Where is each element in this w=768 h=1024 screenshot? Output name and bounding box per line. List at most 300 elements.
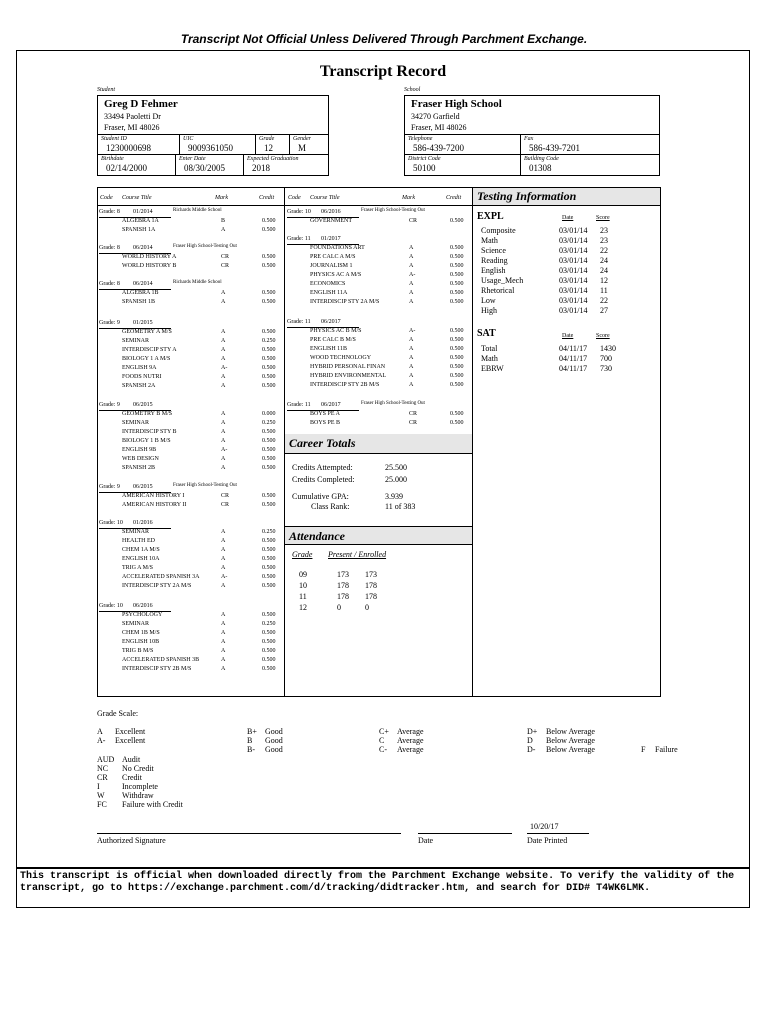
course-credit: 0.500 [262,639,276,645]
course-mark: A [221,565,226,571]
course-title: SPANISH 1A [122,227,156,233]
term-school: Fraser High School-Testing Out [361,208,425,213]
course-credit: 0.500 [450,337,464,343]
course-credit: 0.500 [262,299,276,305]
term-date: 06/2014 [133,281,153,287]
course-credit: 0.500 [450,355,464,361]
course-header: Course Title [310,195,340,201]
course-title: ALGEBRA 1B [122,290,159,296]
grade-desc: Excellent [115,727,146,736]
term-school: Fraser High School-Testing Out [173,483,237,488]
student-box [97,95,329,176]
test-date: 03/01/14 [559,286,588,295]
term-date: 01/2015 [133,320,153,326]
course-credit: 0.500 [450,299,464,305]
course-title: WORLD HISTORY A [122,254,177,260]
birthdate: 02/14/2000 [106,163,148,173]
attempted-value: 25.500 [385,463,407,472]
test-name: Rhetorical [481,286,515,295]
course-mark: A- [221,574,228,580]
attendance-enrolled: 173 [365,570,377,579]
attendance-title: Attendance [289,529,345,543]
course-mark: A- [221,365,228,371]
course-header: Course Title [122,195,152,201]
completed-label: Credits Completed: [292,475,355,484]
course-title: ENGLISH 10A [122,556,160,562]
gender-label: Gender [293,136,311,142]
course-mark: A [221,356,226,362]
exp-grad-label: Expected Graduation [247,156,299,162]
course-mark: CR [221,263,230,269]
course-mark: A [409,373,414,379]
attendance-enrolled: 0 [365,603,369,612]
course-credit: 0.500 [450,245,464,251]
term-date: 06/2017 [321,402,341,408]
course-title: BIOLOGY 1 A M/S [122,356,171,362]
grade-code: CR [97,773,108,782]
grade-code: C+ [379,727,389,736]
attendance-present: 0 [337,603,341,612]
grade-code: B+ [247,727,257,736]
course-title: PRE CALC A M/S [310,254,356,260]
course-title: AMERICAN HISTORY II [122,502,187,508]
course-mark: A [221,329,226,335]
course-mark: CR [409,218,418,224]
school-name: Fraser High School [411,98,502,110]
course-title: SEMINAR [122,338,150,344]
test-score: 24 [600,256,608,265]
grade-desc: Below Average [546,745,595,754]
fax: 586-439-7201 [529,143,580,153]
course-credit: 0.500 [262,648,276,654]
district-code: 50100 [413,163,436,173]
term-date: 01/2016 [133,520,153,526]
course-mark: A [221,227,226,233]
course-mark: A [221,420,226,426]
course-credit: 0.500 [262,254,276,260]
date-printed-line [527,833,589,834]
course-mark: A [221,290,226,296]
student-name: Greg D Fehmer [104,98,178,110]
mark-header: Mark [402,195,415,201]
attendance-present: 173 [337,570,349,579]
test-score: 12 [600,276,608,285]
test-name: Low [481,296,496,305]
test-date: 03/01/14 [559,266,588,275]
term-date: 06/2015 [133,402,153,408]
test-name: Science [481,246,506,255]
course-credit: 0.500 [262,630,276,636]
term-date: 06/2016 [321,209,341,215]
grade-code: NC [97,764,109,773]
rank-label: Class Rank: [311,502,350,511]
attendance-grade: 11 [299,592,307,601]
course-title: GEOMETRY A M/S [122,329,172,335]
grade-desc: Average [397,727,424,736]
course-title: CHEM 1B M/S [122,630,160,636]
auth-signature-label: Authorized Signature [97,836,166,845]
course-credit: 0.500 [262,565,276,571]
course-credit: 0.500 [262,347,276,353]
course-credit: 0.500 [450,411,464,417]
course-credit: 0.500 [450,328,464,334]
grade-code: D [527,736,533,745]
test-score: 24 [600,266,608,275]
term-grade: Grade: 11 [287,319,311,325]
term-date: 06/2016 [133,603,153,609]
course-credit: 0.500 [262,227,276,233]
course-title: BIOLOGY 1 B M/S [122,438,171,444]
term-grade: Grade: 11 [287,236,311,242]
fax-label: Fax [524,136,534,142]
term-grade: Grade: 9 [99,402,120,408]
course-title: WORLD HISTORY B [122,263,177,269]
uic-label: UIC [183,136,194,142]
course-title: GOVERNMENT [310,218,352,224]
course-title: INTERDISCIP STY A [122,347,177,353]
test-score: 11 [600,286,608,295]
course-title: AMERICAN HISTORY I [122,493,185,499]
course-credit: 0.500 [262,538,276,544]
attendance-enrolled: 178 [365,592,377,601]
course-credit: 0.500 [262,612,276,618]
grade-desc: Withdraw [122,791,154,800]
grade-code: C [379,736,385,745]
term-date: 06/2017 [321,319,341,325]
test-date: 04/11/17 [559,344,588,353]
test-score: 27 [600,306,608,315]
attendance-grade: 09 [299,570,307,579]
official-banner: Transcript Not Official Unless Delivered Through Parchment Exchange. [180,32,588,46]
test-name: Total [481,344,498,353]
term-school: Fraser High School-Testing Out [173,244,237,249]
test-name: Composite [481,226,516,235]
grade-desc: Excellent [115,736,146,745]
course-mark: A [409,281,414,287]
grade-desc: Average [397,736,424,745]
course-mark: A [409,355,414,361]
course-credit: 0.250 [262,420,276,426]
course-title: ALGEBRA 1A [122,218,159,224]
grade-desc: Credit [122,773,142,782]
test-date: 03/01/14 [559,276,588,285]
course-title: SEMINAR [122,420,150,426]
term-grade: Grade: 10 [99,520,123,526]
course-title: HYBRID ENVIRONMENTAL [310,373,387,379]
uic: 9009361050 [188,143,233,153]
page-title: Transcript Record [319,63,447,80]
school-label: School [404,87,421,93]
course-mark: A [221,465,226,471]
term-grade: Grade: 8 [99,281,120,287]
term-school: Fraser High School-Testing Out [361,401,425,406]
term-grade: Grade: 9 [99,484,120,490]
test-name: English [481,266,506,275]
course-credit: 0.500 [450,272,464,278]
attendance-grade-header: Grade [292,550,313,559]
grade-value: 12 [264,143,273,153]
course-mark: A [221,338,226,344]
grade-scale-title: Grade Scale: [97,709,139,718]
expl-score-header: Score [596,215,610,221]
exp-grad: 2018 [252,163,270,173]
course-credit: 0.500 [450,346,464,352]
term-grade: Grade: 8 [99,245,120,251]
course-mark: A- [221,447,228,453]
district-label: District Code [408,156,441,162]
term-grade: Grade: 10 [287,209,311,215]
course-credit: 0.500 [450,420,464,426]
course-mark: A [221,529,226,535]
course-credit: 0.500 [262,218,276,224]
course-mark: A [221,648,226,654]
test-score: 23 [600,226,608,235]
course-title: SPANISH 2B [122,465,155,471]
attendance-pe-header: Present / Enrolled [328,550,387,559]
course-mark: A [221,456,226,462]
course-mark: A [221,621,226,627]
testing-title: Testing Information [477,189,577,203]
course-credit: 0.500 [450,290,464,296]
sat-score-header: Score [596,333,610,339]
term-school: Richards Middle School [173,208,222,213]
test-name: High [481,306,497,315]
test-score: 730 [600,364,612,373]
course-title: INTERDISCIP STY 2B M/S [310,382,380,388]
course-title: SEMINAR [122,621,150,627]
course-mark: A [409,245,414,251]
grade-desc: Audit [122,755,141,764]
test-date: 03/01/14 [559,296,588,305]
grade-desc: Failure [655,745,678,754]
test-date: 04/11/17 [559,364,588,373]
attendance-enrolled: 178 [365,581,377,590]
gpa-value: 3.939 [385,492,403,501]
course-title: CHEM 1A M/S [122,547,160,553]
term-grade: Grade: 11 [287,402,311,408]
course-credit: 0.000 [262,411,276,417]
sat-title: SAT [477,328,496,339]
grade-code: B- [247,745,255,754]
course-credit: 0.500 [262,290,276,296]
term-grade: Grade: 9 [99,320,120,326]
course-mark: A- [409,328,416,334]
telephone-label: Telephone [408,136,433,142]
course-title: HYBRID PERSONAL FINAN [310,364,386,370]
course-credit: 0.500 [262,365,276,371]
course-title: SEMINAR [122,529,150,535]
grade-desc: Good [265,727,283,736]
attendance-present: 178 [337,592,349,601]
course-mark: A [409,364,414,370]
course-title: ENGLISH 11A [310,290,348,296]
course-credit: 0.500 [450,382,464,388]
expl-title: EXPL [477,211,504,222]
course-title: INTERDISCIP STY 2A M/S [122,583,192,589]
course-credit: 0.500 [262,502,276,508]
course-mark: A [221,556,226,562]
test-score: 22 [600,246,608,255]
term-date: 06/2014 [133,245,153,251]
code-header: Code [100,195,113,201]
verification-footer: This transcript is official when downloaded directly from the Parchment Exchange website. To verify the validity of the transcript, go to https://exchange.parchment.com/d/tracking/didtracker.htm, and search for DID# T4WK6LMK. [16,868,750,908]
course-credit: 0.500 [262,493,276,499]
course-mark: CR [221,502,230,508]
test-name: Math [481,354,498,363]
test-score: 23 [600,236,608,245]
course-title: ENGLISH 9B [122,447,157,453]
course-title: JOURNALISM 1 [310,263,353,269]
grade-label: Grade [259,136,275,142]
course-title: ENGLISH 9A [122,365,157,371]
course-credit: 0.500 [262,263,276,269]
course-mark: A [221,347,226,353]
course-mark: A [409,382,414,388]
grade-desc: No Credit [122,764,154,773]
course-title: INTERDISCIP STY B [122,429,177,435]
course-credit: 0.500 [262,456,276,462]
date-printed-label: Date Printed [527,836,568,845]
course-mark: A [221,639,226,645]
school-box [404,95,660,176]
course-mark: CR [409,420,418,426]
course-title: ENGLISH 10B [122,639,160,645]
course-mark: A [409,263,414,269]
student-address2: Fraser, MI 48026 [104,123,160,132]
test-date: 03/01/14 [559,236,588,245]
course-credit: 0.500 [450,254,464,260]
grade-code: FC [97,800,107,809]
grade-desc: Below Average [546,727,595,736]
grade-code: C- [379,745,387,754]
course-credit: 0.500 [450,263,464,269]
course-title: INTERDISCIP STY 2B M/S [122,666,192,672]
attendance-present: 178 [337,581,349,590]
student-label: Student [97,87,115,93]
test-date: 03/01/14 [559,246,588,255]
grade-desc: Good [265,736,283,745]
course-title: PHYSICS AC B M/S [310,328,362,334]
grade-code: AUD [97,755,115,764]
course-title: WOOD TECHNOLOGY [310,355,372,361]
course-credit: 0.250 [262,338,276,344]
course-title: BOYS PE A [310,411,341,417]
test-name: EBRW [481,364,504,373]
course-mark: A- [409,272,416,278]
school-address2: Fraser, MI 48026 [411,123,467,132]
term-grade: Grade: 10 [99,603,123,609]
enter-date: 08/30/2005 [184,163,226,173]
grade-desc: Failure with Credit [122,800,183,809]
building-code: 01308 [529,163,552,173]
grade-code: A [97,727,103,736]
course-mark: A [221,383,226,389]
course-credit: 0.500 [262,329,276,335]
rank-value: 11 of 383 [385,502,416,511]
term-date: 06/2015 [133,484,153,490]
course-credit: 0.500 [262,657,276,663]
test-name: Math [481,236,498,245]
birthdate-label: Birthdate [101,156,124,162]
course-mark: A [221,429,226,435]
date-printed-value: 10/20/17 [530,822,559,831]
grade-desc: Below Average [546,736,595,745]
course-credit: 0.500 [450,281,464,287]
term-grade: Grade: 8 [99,209,120,215]
course-title: PSYCHOLOGY [122,612,163,618]
course-title: SPANISH 1B [122,299,155,305]
course-mark: A [221,538,226,544]
course-credit: 0.500 [262,447,276,453]
test-date: 03/01/14 [559,256,588,265]
course-mark: A [409,337,414,343]
column-divider [472,187,473,697]
course-credit: 0.500 [262,666,276,672]
course-credit: 0.500 [262,383,276,389]
course-mark: CR [221,254,230,260]
grade-desc: Good [265,745,283,754]
code-header: Code [288,195,301,201]
course-mark: CR [221,493,230,499]
course-mark: A [221,666,226,672]
course-credit: 0.250 [262,529,276,535]
grade-code: W [97,791,105,800]
grade-code: B [247,736,253,745]
grade-desc: Average [397,745,424,754]
course-mark: A [221,547,226,553]
course-title: ACCELERATED SPANISH 3B [122,657,200,663]
course-mark: A [221,657,226,663]
course-title: ECONOMICS [310,281,346,287]
course-title: FOUNDATIONS ART [310,245,365,251]
course-title: TRIG A M/S [122,565,154,571]
grade-desc: Incomplete [122,782,158,791]
course-mark: A [221,438,226,444]
course-mark: A [221,374,226,380]
gpa-label: Cumulative GPA: [292,492,349,501]
course-credit: 0.500 [262,574,276,580]
course-mark: A [409,254,414,260]
attempted-label: Credits Attempted: [292,463,353,472]
grade-code: F [641,745,646,754]
course-credit: 0.500 [262,465,276,471]
gender-value: M [298,143,307,153]
term-school: Richards Middle School [173,280,222,285]
date-line [418,833,512,834]
course-mark: A [409,346,414,352]
attendance-grade: 10 [299,581,307,590]
test-date: 04/11/17 [559,354,588,363]
mid-col-header [285,187,472,206]
grade-code: A- [97,736,106,745]
enter-date-label: Enter Date [179,156,206,162]
grade-code: D- [527,745,536,754]
sat-date-header: Date [562,333,574,339]
course-title: PRE CALC B M/S [310,337,356,343]
student-address1: 33494 Paoletti Dr [104,112,161,121]
course-credit: 0.500 [262,583,276,589]
course-credit: 0.500 [450,373,464,379]
course-title: ACCELERATED SPANISH 3A [122,574,200,580]
course-mark: A [409,290,414,296]
test-date: 03/01/14 [559,306,588,315]
test-name: Usage_Mech [481,276,524,285]
school-address1: 34270 Garfield [411,112,460,121]
test-score: 22 [600,296,608,305]
course-title: ENGLISH 11B [310,346,347,352]
course-credit: 0.250 [262,621,276,627]
course-title: PHYSICS AC A M/S [310,272,362,278]
